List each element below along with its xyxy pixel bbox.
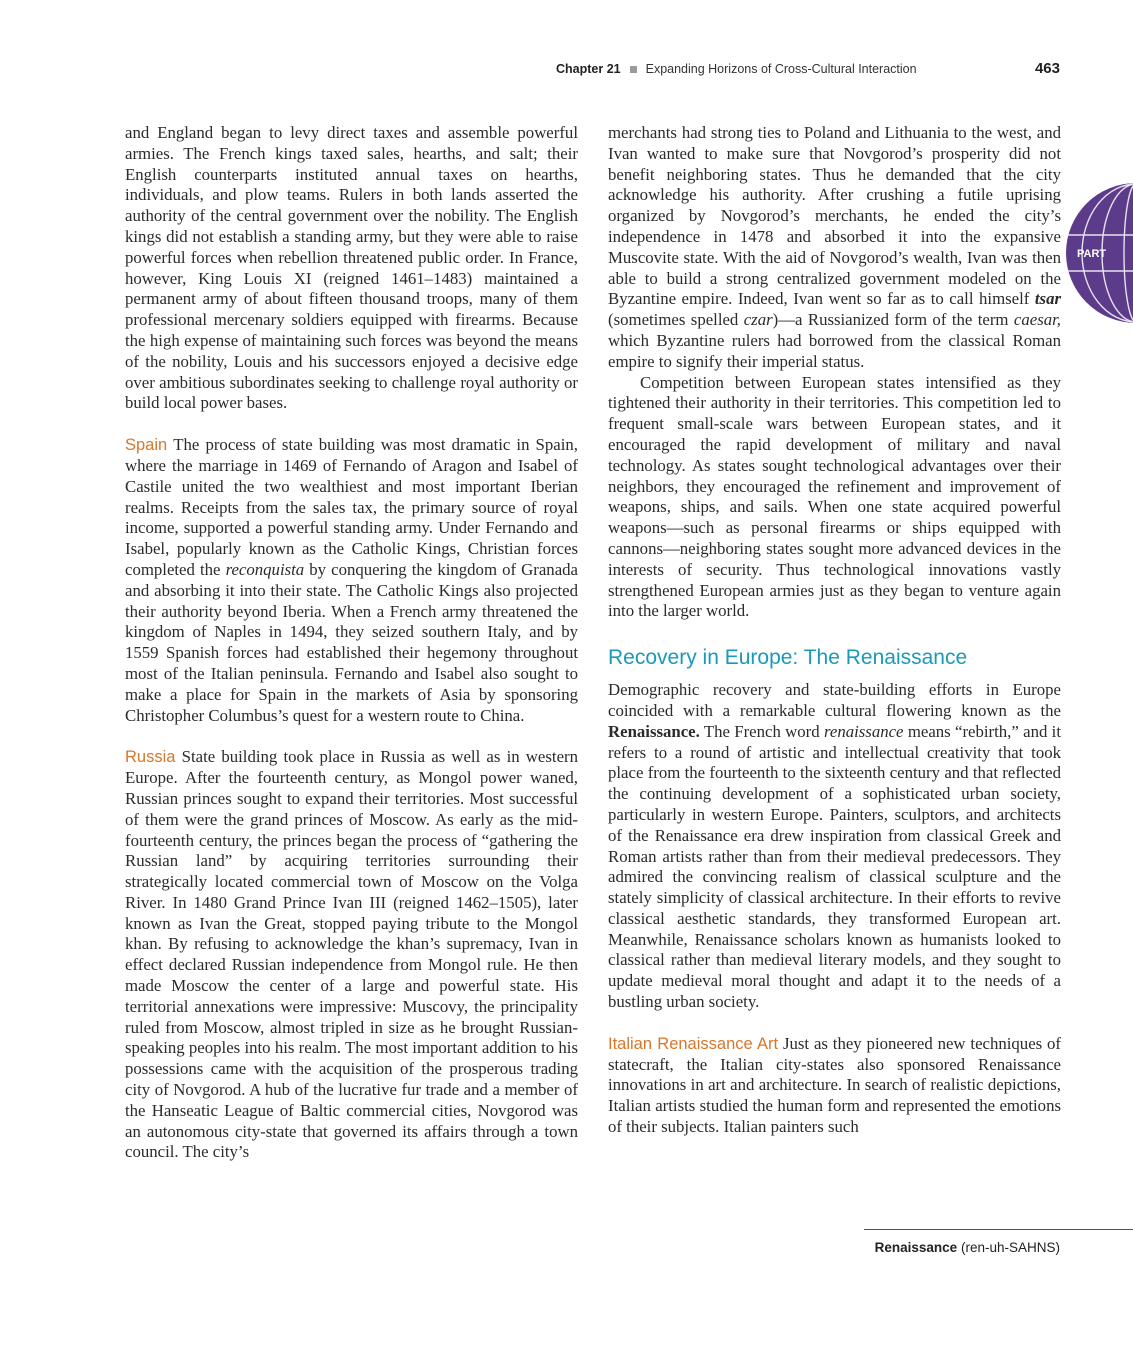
- novgorod-text-d: which Byzantine rulers had borrowed from the classical Roman empire to signify their imperial status.: [608, 330, 1061, 371]
- chapter-title: Expanding Horizons of Cross-Cultural Interaction: [645, 62, 917, 76]
- right-column: [608, 123, 1061, 1138]
- novgorod-text-b: (sometimes spelled: [608, 310, 744, 330]
- caesar-term: caesar,: [1013, 310, 1061, 330]
- paragraph-russia: [125, 747, 578, 1163]
- reconquista-term: reconquista: [225, 559, 305, 579]
- part-label: PART: [1077, 248, 1107, 260]
- czar-term: czar: [743, 310, 773, 330]
- italian-art-heading: Italian Renaissance Art: [608, 1034, 779, 1053]
- spain-heading: Spain: [125, 436, 168, 455]
- renaissance-term: Renaissance.: [608, 721, 700, 741]
- glossary-entry: [875, 1240, 1060, 1255]
- glossary-term: Renaissance: [874, 1240, 958, 1255]
- renaissance-text-c: means “rebirth,” and it refers to a round of artistic and intellectual creativity that took place from the fourteenth to the sixteenth century and that reflected the continuing development of a sophisticated urban society, particularly in western Europe. Painters, sculptors, and architects of the Renaissance era drew inspiration from classical Greek and Roman artists rather than from their medieval predecessors. They admired the convincing realism of classical sculpture and the stately simplicity of classical architecture. In their efforts to revive classical aesthetic standards, they transformed European art. Meanwhile, Renaissance scholars known as humanists looked to classical rather than medieval literary models, and they sought to update medieval moral thought and adapt it to the needs of a bustling urban society.: [608, 721, 1062, 1012]
- paragraph-renaissance: [608, 680, 1061, 1013]
- renaissance-text-b: The French word: [699, 721, 824, 741]
- section-heading: Recovery in Europe: The Renaissance: [608, 646, 968, 670]
- glossary-pronunciation: (ren-uh-SAHNS): [960, 1240, 1060, 1255]
- paragraph-spain: [125, 435, 578, 726]
- spain-text-b: by conquering the kingdom of Granada and absorbing it into their state. The Catholic Kings also projected their authority beyond Iberia. When a French army threatened the kingdom of Naples in 1494, they seized southern Italy, and by 1559 Spanish forces had established their hegemony throughout most of the Italian peninsula. Fernando and Isabel also sought to make a place for Spain in the markets of Asia by sponsoring Christopher Columbus’s quest for a western route to China.: [125, 559, 578, 725]
- left-column: [125, 123, 578, 1163]
- paragraph-taxes: and England began to levy direct taxes and assemble powerful armies. The French kings taxed sales, hearths, and salt; their English counterparts instituted annual taxes on hearths, individuals, and plow teams. Rulers in both lands asserted the authority of the central government over the nobility. The English kings did not establish a standing army, but they were able to raise powerful forces when rebellion threatened public order. In France, however, King Louis XI (reigned 1461–1483) maintained a permanent army of about fifteen thousand troops, many of them professional mercenary soldiers equipped with firearms. Because the high expense of maintaining such forces was beyond the means of the nobility, Louis and his successors enjoyed a decisive edge over ambitious subordinates seeking to challenge royal authority or build local power bases.: [125, 123, 578, 413]
- renaissance-word: renaissance: [823, 721, 904, 741]
- italian-art-text: Just as they pioneered new techniques of statecraft, the Italian city-states also sponsored Renaissance innovations in art and architecture. In search of realistic depictions, Italian artists studied the human form and represented the emotions of their subjects. Italian painters such: [608, 1033, 1062, 1137]
- glossary-rule: [864, 1229, 1133, 1230]
- paragraph-competition: Competition between European states intensified as they tightened their authority in their territories. This competition led to frequent small-scale wars between European states, and it encouraged the rapid development of military and naval technology. As states sought technological advantages over their neighbors, they encouraged the refinement and improvement of weapons, ships, and sails. When one state acquired powerful weapons—such as personal firearms or ships equipped with cannons—neighboring states sought more advanced devices in the interests of security. Thus technological innovations vastly strengthened European armies just as they began to venture again into the larger world.: [608, 372, 1061, 621]
- chapter-label: Chapter 21: [556, 62, 621, 76]
- page-number: 463: [1034, 60, 1060, 77]
- russia-heading: Russia: [125, 748, 176, 767]
- renaissance-text-a: Demographic recovery and state-building efforts in Europe coincided with a remarkable cultural flowering known as the: [608, 680, 1061, 720]
- paragraph-novgorod: [608, 123, 1061, 373]
- paragraph-italian-art: [608, 1034, 1061, 1138]
- square-bullet-icon: [630, 66, 637, 73]
- running-head: [556, 62, 1060, 82]
- russia-text: State building took place in Russia as well as in western Europe. After the fourteenth century, as Mongol power waned, Russian princes sought to expand their territories. Most successful of them were the grand princes of Moscow. As early as the mid-fourteenth century, the princes began the process of “gathering the Russian land” by acquiring territories surrounding their strategically located commercial town of Moscow on the Volga River. In 1480 Grand Prince Ivan III (reigned 1462–1505), later known as Ivan the Great, stopped paying tribute to the Mongol khan. By refusing to acknowledge the khan’s supremacy, Ivan in effect declared Russian independence from Mongol rule. He then made Moscow the center of a large and powerful state. His territorial annexations were impressive: Muscovy, the principality ruled from Moscow, almost tripled in size as he brought Russian-speaking peoples into his realm. The most important addition to his possessions came with the acquisition of the prosperous trading city of Novgorod. A hub of the lucrative fur trade and a member of the Hanseatic League of Baltic commercial cities, Novgorod was an autonomous city-state that governed its affairs through a town council. The city’s: [125, 747, 578, 1162]
- spain-text-a: The process of state building was most dramatic in Spain, where the marriage in 1469 of Fernando of Aragon and Isabel of Castile united the two wealthiest and most important Iberian realms. Receipts from the sales tax, the primary source of royal income, supported a powerful standing army. Under Fernando and Isabel, popularly known as the Catholic Kings, Christian forces completed the: [125, 435, 578, 579]
- novgorod-text-a: merchants had strong ties to Poland and Lithuania to the west, and Ivan wanted to make sure that Novgorod’s prosperity did not benefit neighboring states. Thus he demanded that the city acknowledge his authority. After crushing a futile uprising organized by Novgorod’s merchants, he ended the city’s independence in 1478 and absorbed it into the expansive Muscovite state. With the aid of Novgorod’s wealth, Ivan was then able to build a strong centralized government modeled on the Byzantine empire. Indeed, Ivan went so far as to call himself: [608, 123, 1061, 309]
- tsar-term: tsar: [1034, 289, 1061, 309]
- novgorod-text-c: )—a Russianized form of the term: [772, 310, 1014, 330]
- part-tab: [1066, 183, 1133, 323]
